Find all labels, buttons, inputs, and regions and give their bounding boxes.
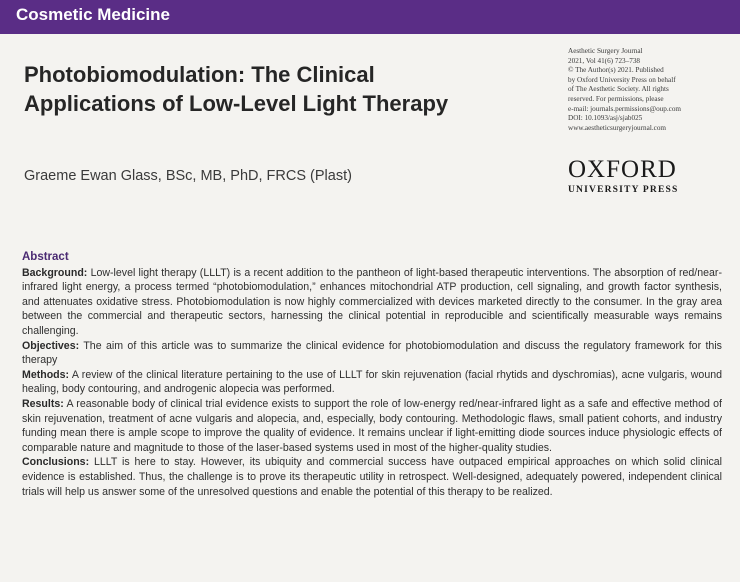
journal-info-line: www.aestheticsurgeryjournal.com	[568, 123, 666, 132]
article-title	[24, 60, 504, 118]
abstract-objectives	[22, 339, 722, 368]
journal-info-line: by Oxford University Press on behalf	[568, 75, 676, 84]
results-label: Results:	[22, 397, 64, 410]
abstract-heading: Abstract	[22, 251, 69, 263]
publisher-logo	[568, 157, 678, 195]
author-line: Graeme Ewan Glass, BSc, MB, PhD, FRCS (Plast)	[24, 168, 352, 184]
background-label: Background:	[22, 266, 88, 279]
conclusions-text: LLLT is here to stay. However, its ubiquity and commercial success have outpaced empirical approaches on which solid clinical evidence is established. Thus, the challenge is to prove its therapeutic utility in retrospect. Well-designed, adequately powered, independent clinical trials will help us answer some of the unresolved questions and enable the potential of this therapy to be realized.	[22, 456, 722, 498]
journal-info-line: of The Aesthetic Society. All rights	[568, 85, 669, 94]
section-title: Cosmetic Medicine	[16, 5, 170, 24]
journal-info-line: DOI: 10.1093/asj/sjab025	[568, 114, 643, 123]
journal-info	[568, 47, 738, 133]
objectives-label: Objectives:	[22, 339, 80, 352]
journal-info-line: Aesthetic Surgery Journal	[568, 47, 643, 55]
abstract-methods	[22, 368, 722, 397]
publisher-subtitle: UNIVERSITY PRESS	[568, 185, 679, 195]
objectives-text: The aim of this article was to summarize the clinical evidence for photobiomodulation and discuss the regulatory framework for this therapy	[22, 339, 722, 367]
journal-info-line: e-mail: journals.permissions@oup.com	[568, 104, 682, 113]
journal-info-line: reserved. For permissions, please	[568, 94, 664, 103]
article-title-line-2: Applications of Low-Level Light Therapy	[24, 91, 449, 116]
article-title-line-1: Photobiomodulation: The Clinical	[24, 62, 375, 87]
journal-info-line: © The Author(s) 2021. Published	[568, 66, 664, 75]
abstract-section	[22, 250, 722, 499]
abstract-background	[22, 266, 722, 339]
results-text: A reasonable body of clinical trial evidence exists to support the role of low-energy red/near-infrared light as a safe and effective method of skin rejuvenation, treatment of acne vulgaris and alopecia, and, especially, body contouring. Methodologic flaws, small patient cohorts, and industry funding mean there is ample scope to improve the quality of evidence. It remains unclear if light-emitting diode sources induce physiologic effects of comparable nature and magnitude to those of the laser-based systems used in most of the higher-quality studies.	[22, 397, 722, 454]
methods-label: Methods:	[22, 368, 70, 381]
section-banner	[0, 0, 740, 34]
publisher-name: OXFORD	[568, 156, 677, 183]
background-text: Low-level light therapy (LLLT) is a recent addition to the pantheon of light-based therapeutic interventions. The absorption of red/near-infrared light energy, a process termed “photobiomodulation,” enhances mitochondrial ATP production, cell signaling, and growth factor synthesis, and attenuates oxidative stress. Photobiomodulation is now highly commercialized with devices marketed directly to the consumer. In the gray area between the commercial and therapeutic sectors, harnessing the clinical potential in reproducible and scientifically measurable ways remains challenging.	[22, 266, 722, 337]
conclusions-label: Conclusions:	[22, 456, 90, 469]
journal-info-line: 2021, Vol 41(6) 723–738	[568, 56, 641, 65]
abstract-results	[22, 397, 722, 455]
abstract-conclusions	[22, 455, 722, 499]
methods-text: A review of the clinical literature pertaining to the use of LLLT for skin rejuvenation (facial rhytids and dyschromias), acne vulgaris, wound healing, body contouring, and androgenic alopecia was performed.	[22, 368, 722, 396]
